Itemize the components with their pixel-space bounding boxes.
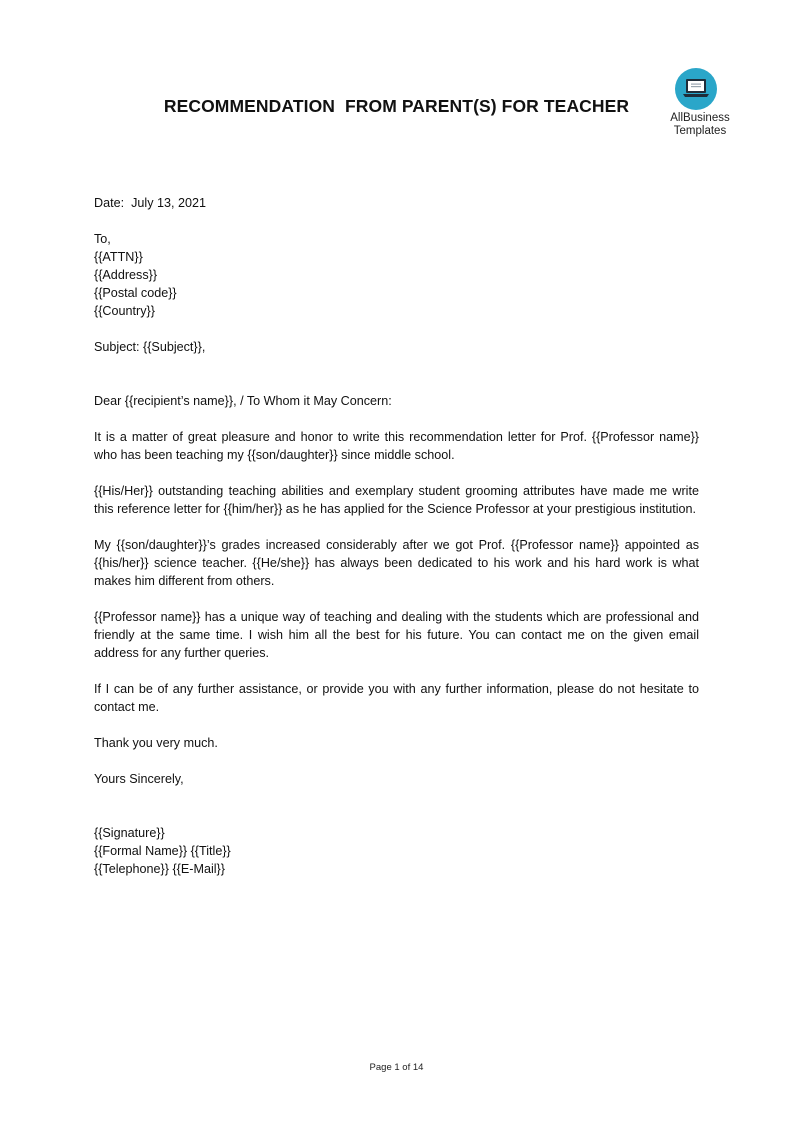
thanks-line: Thank you very much. bbox=[94, 736, 218, 750]
laptop-icon bbox=[675, 68, 717, 110]
logo-line-1: AllBusiness bbox=[670, 112, 730, 124]
paragraph-5: If I can be of any further assistance, or provide you with any further information, please do not hesitate to contact me. bbox=[94, 682, 699, 714]
letter-body bbox=[94, 194, 699, 878]
name-title-line: {{Formal Name}} {{Title}} bbox=[94, 844, 231, 858]
page-number: Page 1 of 14 bbox=[369, 1062, 424, 1073]
document-title: RECOMMENDATION FROM PARENT(S) FOR TEACHER bbox=[163, 96, 630, 116]
paragraph-4: {{Professor name}} has a unique way of teaching and dealing with the students which are professional and friendly at the same time. I wish him all the best for his future. You can contact me on the given email address for any further queries. bbox=[94, 610, 699, 660]
paragraph-1: It is a matter of great pleasure and honor to write this recommendation letter for Prof. {{Professor name}} who has been teaching my {{son/daughter}} since middle school. bbox=[94, 430, 699, 462]
subject-line: Subject: {{Subject}}, bbox=[94, 340, 206, 354]
allbusiness-logo bbox=[663, 68, 737, 142]
contact-line: {{Telephone}} {{E-Mail}} bbox=[94, 862, 225, 876]
salutation: Dear {{recipient’s name}}, / To Whom it May Concern: bbox=[94, 394, 392, 408]
address-country: {{Country}} bbox=[94, 304, 155, 318]
signature-line: {{Signature}} bbox=[94, 826, 165, 840]
paragraph-2: {{His/Her}} outstanding teaching abilities and exemplary student grooming attributes have made me write this reference letter for {{him/her}} as he has applied for the Science Professor at your prestigious institution. bbox=[94, 484, 699, 516]
date-line: Date: July 13, 2021 bbox=[94, 196, 207, 210]
paragraph-3: My {{son/daughter}}’s grades increased considerably after we got Prof. {{Professor name}} appointed as {{his/her}} science teacher. {{He/she}} has always been dedicated to his work and his hard work is what makes him different from others. bbox=[94, 538, 699, 588]
logo-text bbox=[663, 112, 737, 138]
logo-line-2: Templates bbox=[673, 125, 727, 137]
address-postal: {{Postal code}} bbox=[94, 286, 177, 300]
address-attn: {{ATTN}} bbox=[94, 250, 143, 264]
closing-line: Yours Sincerely, bbox=[94, 772, 184, 786]
address-to: To, bbox=[94, 232, 111, 246]
address-street: {{Address}} bbox=[94, 268, 158, 282]
